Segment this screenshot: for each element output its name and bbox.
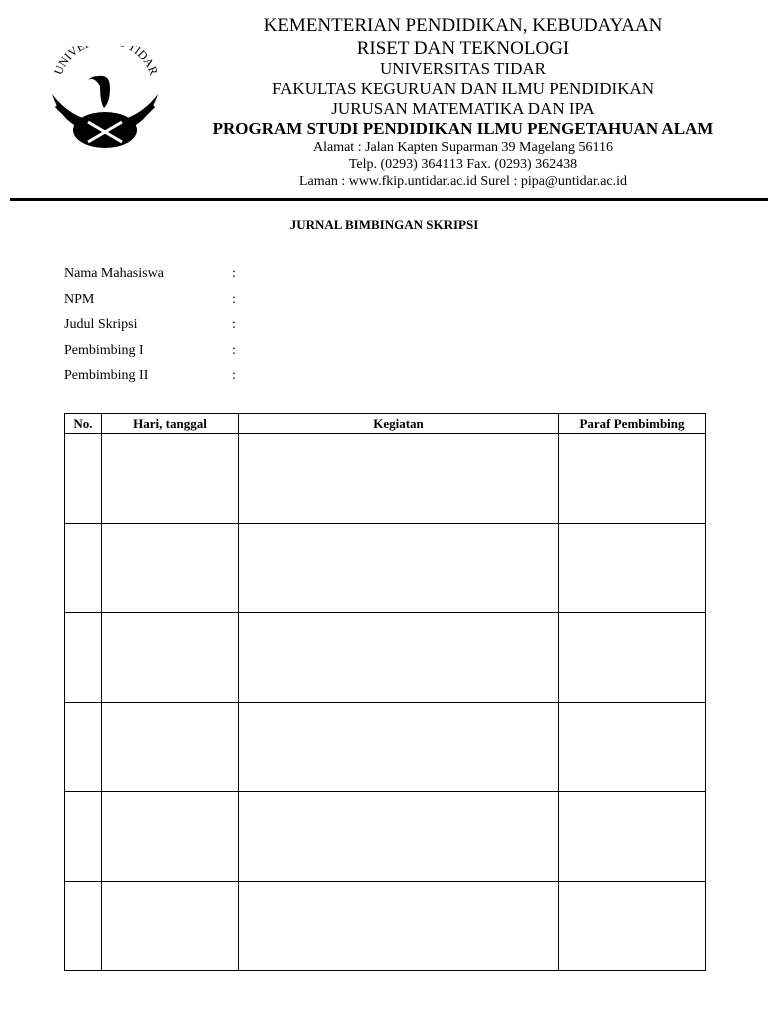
cell-date[interactable] xyxy=(102,792,239,882)
cell-no[interactable] xyxy=(65,702,102,792)
cell-signature[interactable] xyxy=(559,523,706,613)
field-colon: : xyxy=(232,342,236,358)
cell-date[interactable] xyxy=(102,881,239,971)
table-row xyxy=(65,881,706,971)
cell-activity[interactable] xyxy=(239,613,559,703)
web-email-line: Laman : www.fkip.untidar.ac.id Surel : pipa@untidar.ac.id xyxy=(298,174,628,189)
university-logo xyxy=(48,46,162,152)
field-label: NPM xyxy=(64,291,95,307)
cell-no[interactable] xyxy=(65,434,102,524)
cell-activity[interactable] xyxy=(239,792,559,882)
cell-signature[interactable] xyxy=(559,702,706,792)
eagle-emblem-icon xyxy=(48,46,162,152)
logo-text: UNIVE TIDAR xyxy=(50,46,162,77)
table-row xyxy=(65,434,706,524)
field-colon: : xyxy=(232,368,236,383)
table-row xyxy=(65,702,706,792)
field-label: Nama Mahasiswa xyxy=(64,266,164,281)
study-program-name: PROGRAM STUDI PENDIDIKAN ILMU PENGETAHUAN ALAM xyxy=(212,119,714,138)
cell-signature[interactable] xyxy=(559,613,706,703)
table-row xyxy=(65,792,706,882)
address-line: Alamat : Jalan Kapten Suparman 39 Magelang 56116 xyxy=(312,140,613,155)
university-name: UNIVERSITAS TIDAR xyxy=(380,59,546,78)
letterhead xyxy=(190,16,736,192)
ministry-name: KEMENTERIAN PENDIDIKAN, KEBUDAYAAN xyxy=(263,15,663,36)
faculty-name: FAKULTAS KEGURUAN DAN ILMU PENDIDIKAN xyxy=(271,79,655,98)
field-colon: : xyxy=(232,317,236,332)
ministry-name-continued: RISET DAN TEKNOLOGI xyxy=(356,38,570,59)
department-name: JURUSAN MATEMATIKA DAN IPA xyxy=(331,99,595,118)
cell-signature[interactable] xyxy=(559,434,706,524)
cell-date[interactable] xyxy=(102,434,239,524)
table-row xyxy=(65,523,706,613)
cell-no[interactable] xyxy=(65,792,102,882)
cell-no[interactable] xyxy=(65,523,102,613)
field-colon: : xyxy=(232,291,236,307)
cell-no[interactable] xyxy=(65,881,102,971)
cell-activity[interactable] xyxy=(239,881,559,971)
field-label: Judul Skripsi xyxy=(64,317,138,332)
cell-activity[interactable] xyxy=(239,434,559,524)
column-header-activity: Kegiatan xyxy=(239,414,559,434)
field-label: Pembimbing I xyxy=(64,342,144,358)
phone-line: Telp. (0293) 364113 Fax. (0293) 362438 xyxy=(348,157,578,172)
cell-date[interactable] xyxy=(102,613,239,703)
document-title: JURNAL BIMBINGAN SKRIPSI xyxy=(289,217,479,232)
table-body xyxy=(65,434,706,971)
cell-signature[interactable] xyxy=(559,881,706,971)
field-colon: : xyxy=(232,266,236,281)
table-row xyxy=(65,613,706,703)
field-label: Pembimbing II xyxy=(64,368,149,383)
column-header-signature: Paraf Pembimbing xyxy=(559,414,706,434)
cell-date[interactable] xyxy=(102,702,239,792)
cell-activity[interactable] xyxy=(239,523,559,613)
cell-no[interactable] xyxy=(65,613,102,703)
supervision-journal-table xyxy=(64,413,706,971)
cell-activity[interactable] xyxy=(239,702,559,792)
cell-date[interactable] xyxy=(102,523,239,613)
column-header-date: Hari, tanggal xyxy=(102,414,239,434)
column-header-no: No. xyxy=(65,414,102,434)
letterhead-divider xyxy=(10,198,768,201)
cell-signature[interactable] xyxy=(559,792,706,882)
table-header-row xyxy=(65,414,706,434)
